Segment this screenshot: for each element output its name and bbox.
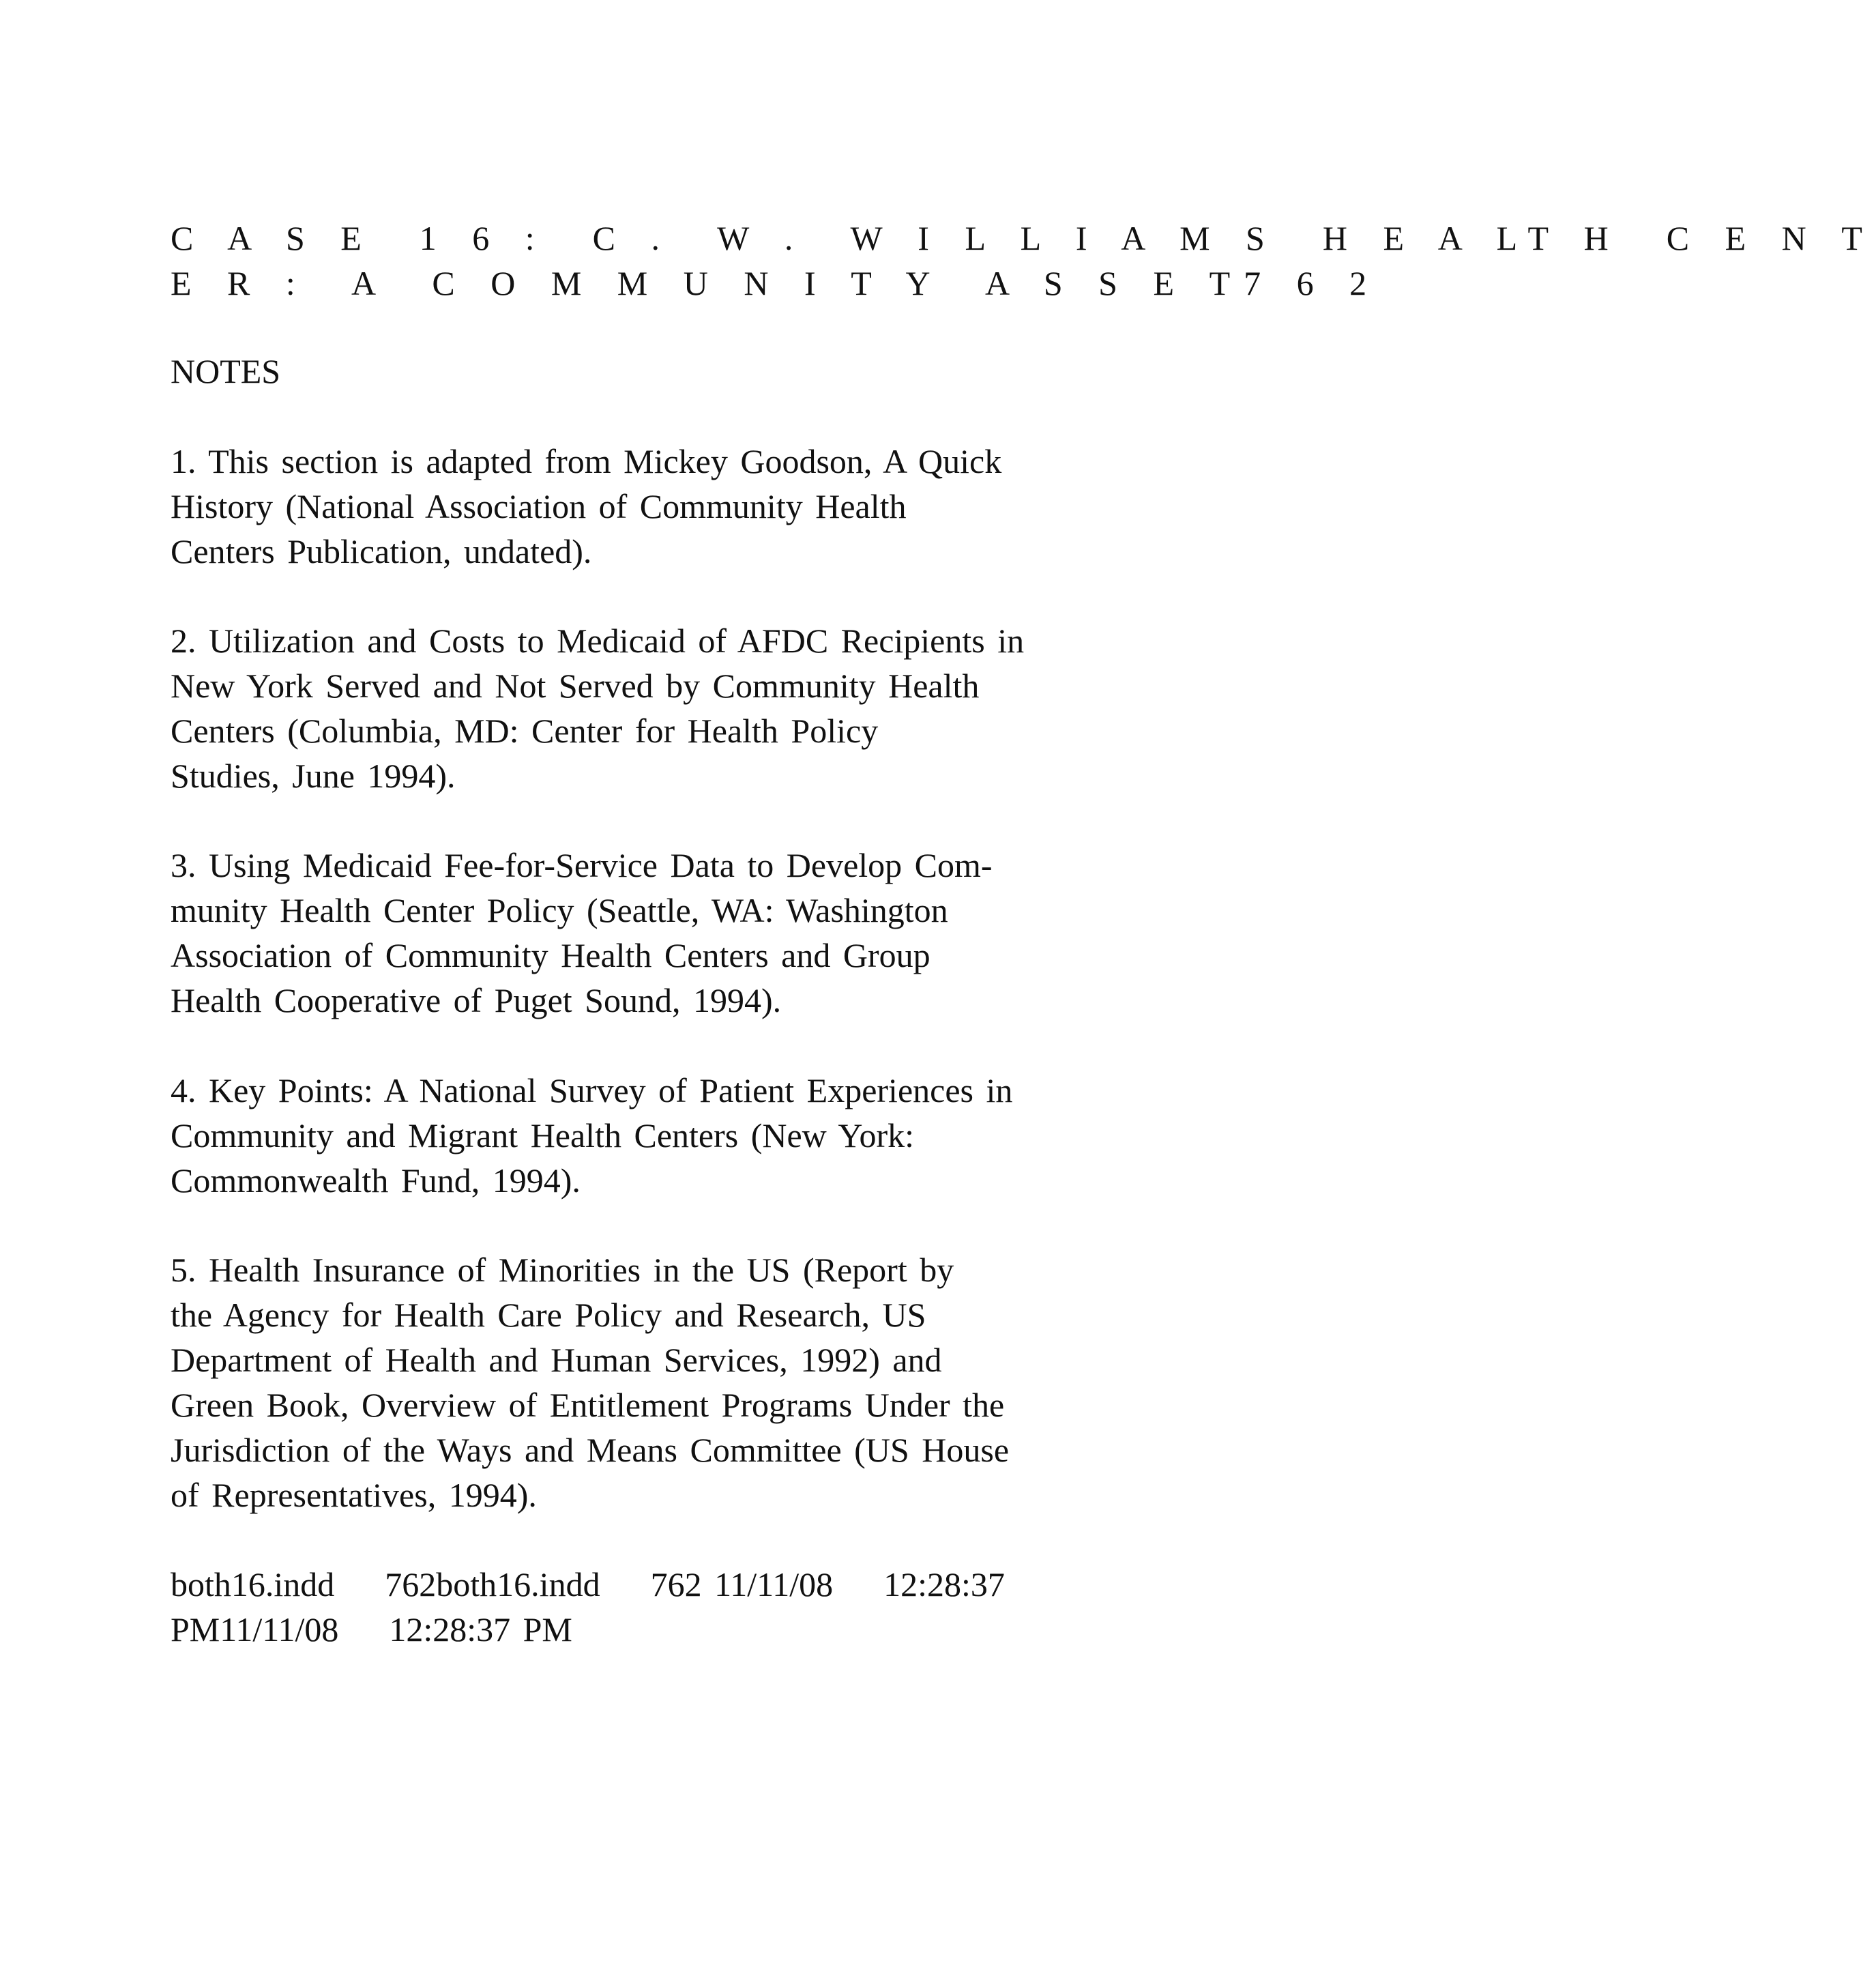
file-footer-line-1: both16.indd 762both16.indd 762 11/11/08 12:28:37 (171, 1565, 1005, 1603)
note-4-line-3: Commonwealth Fund, 1994). (171, 1161, 581, 1200)
case-header-line-2: E R : A C O M M U N I T Y A S S E T7 6 2 (171, 264, 1381, 302)
note-4-line-1: 4. Key Points: A National Survey of Patient Experiences in (171, 1071, 1013, 1109)
notes-heading (171, 349, 1330, 394)
note-3-line-1: 3. Using Medicaid Fee-for-Service Data to Develop Com- (171, 846, 993, 884)
note-2-line-2: New York Served and Not Served by Community Health (171, 667, 980, 705)
note-3-line-3: Association of Community Health Centers and Group (171, 936, 930, 974)
note-3-line-2: munity Health Center Policy (Seattle, WA: Washington (171, 891, 948, 929)
notes-title: NOTES (171, 352, 281, 390)
note-3 (171, 843, 1330, 1023)
note-5-line-5: Jurisdiction of the Ways and Means Committee (US House (171, 1431, 1010, 1469)
note-2-line-3: Centers (Columbia, MD: Center for Health Policy (171, 712, 879, 750)
note-5-line-4: Green Book, Overview of Entitlement Programs Under the (171, 1386, 1005, 1424)
note-1-line-2: History (National Association of Community Health (171, 487, 907, 525)
note-5-line-6: of Representatives, 1994). (171, 1476, 537, 1514)
note-4-line-2: Community and Migrant Health Centers (New York: (171, 1116, 915, 1154)
note-5-line-1: 5. Health Insurance of Minorities in the US (Report by (171, 1251, 954, 1289)
note-1-line-1: 1. This section is adapted from Mickey Goodson, A Quick (171, 442, 1002, 480)
note-1 (171, 439, 1330, 574)
note-2 (171, 618, 1330, 798)
note-1-line-3: Centers Publication, undated). (171, 532, 592, 570)
note-5-line-3: Department of Health and Human Services, 1992) and (171, 1341, 942, 1379)
file-footer (171, 1562, 1330, 1652)
note-2-line-1: 2. Utilization and Costs to Medicaid of AFDC Recipients in (171, 622, 1025, 660)
case-header-line-1: C A S E 1 6 : C . W . W I L L I A M S H E A LT H C E N T (171, 219, 1876, 257)
file-footer-line-2: PM11/11/08 12:28:37 PM (171, 1610, 572, 1648)
note-2-line-4: Studies, June 1994). (171, 757, 456, 795)
case-header (171, 216, 1876, 306)
note-5-line-2: the Agency for Health Care Policy and Research, US (171, 1296, 926, 1334)
note-4 (171, 1068, 1330, 1203)
note-5 (171, 1247, 1330, 1517)
note-3-line-4: Health Cooperative of Puget Sound, 1994). (171, 981, 782, 1019)
